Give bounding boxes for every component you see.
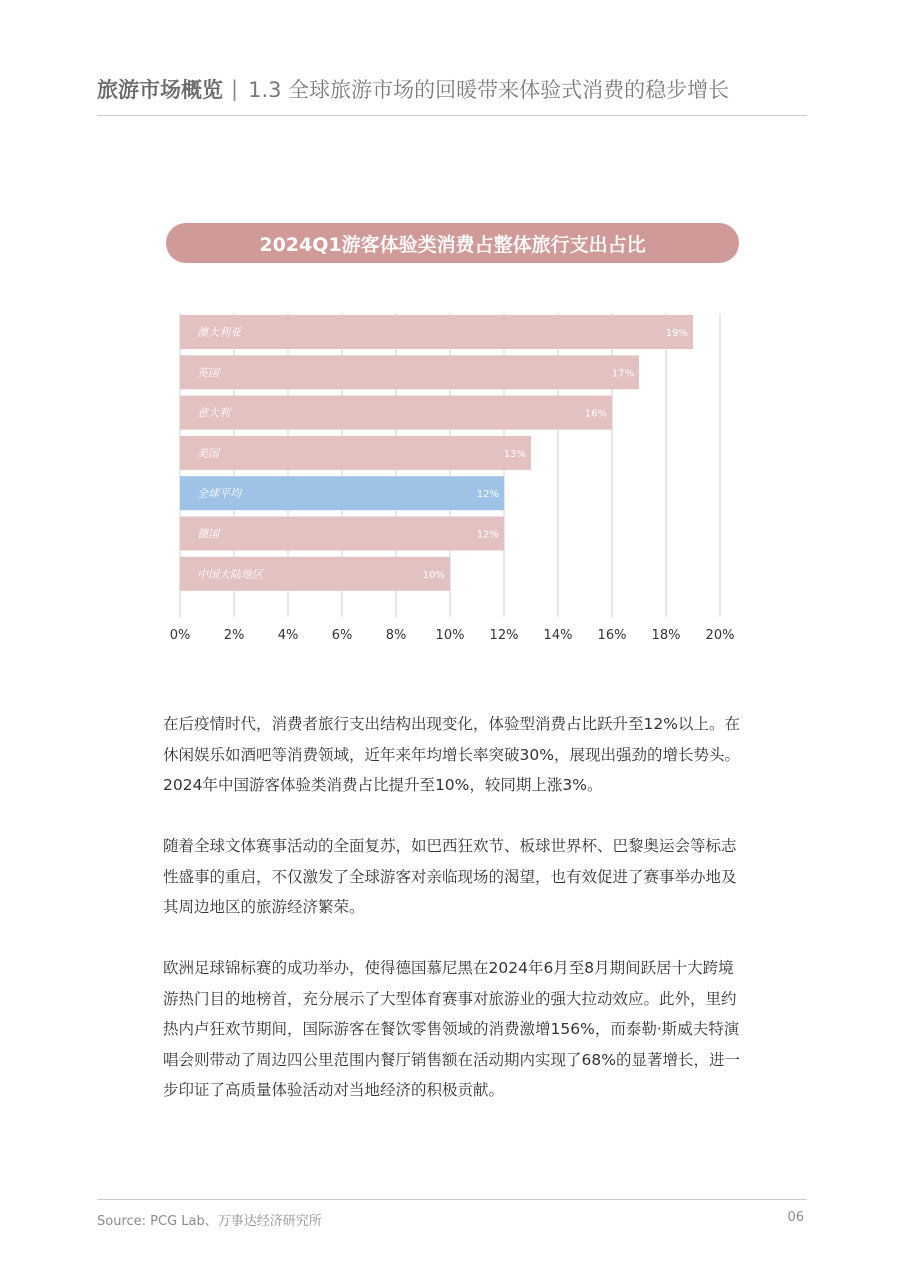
- bar-value-label: 17%: [611, 368, 634, 380]
- x-tick-label: 10%: [435, 628, 465, 643]
- chart-title: 2024Q1游客体验类消费占整体旅行支出占比: [259, 233, 646, 256]
- source-note: Source: PCG Lab、万事达经济研究所: [97, 1214, 322, 1229]
- bar-category-label: 意大利: [197, 406, 230, 420]
- bar-category-label: 美国: [197, 446, 219, 460]
- bar-category-label: 英国: [197, 366, 219, 380]
- x-tick-label: 6%: [331, 628, 353, 643]
- chart-bars: [180, 315, 693, 591]
- bar: [180, 517, 504, 551]
- bar-value-label: 10%: [422, 569, 445, 581]
- bar-value-label: 19%: [665, 328, 688, 339]
- chart-x-axis: [170, 628, 735, 643]
- bar-category-label: 德国: [197, 527, 219, 541]
- x-tick-label: 0%: [169, 628, 191, 643]
- x-tick-label: 2%: [223, 628, 245, 643]
- bar-value-label: 12%: [476, 489, 499, 501]
- footer-divider: [97, 1199, 807, 1200]
- bar: [180, 436, 531, 470]
- bar-value-label: 13%: [503, 448, 526, 460]
- header-separator: |: [231, 77, 239, 101]
- paragraph-3: 欧洲足球锦标赛的成功举办，使得德国慕尼黑在2024年6月至8月期间跃居十大跨境游热门目的地榜首，充分展示了大型体育赛事对旅游业的强大拉动效应。此外，里约热内卢狂欢节期间，国际游客在餐饮零售领域的消费激增156%，而泰勒·斯威夫特演唱会则带动了周边四公里范围内餐厅销售额在活动期内实现了68%的显著增长，进一步印证了高质量体验活动对当地经济的积极贡献。: [163, 959, 740, 1099]
- bar-value-label: 12%: [476, 529, 499, 541]
- bar: [180, 396, 612, 430]
- x-tick-label: 8%: [385, 628, 407, 643]
- x-tick-label: 4%: [277, 628, 299, 643]
- bar-category-label: 全球平均: [197, 487, 241, 501]
- x-tick-label: 18%: [651, 628, 681, 643]
- page-number: 06: [787, 1210, 804, 1225]
- bar-category-label: 澳大利亚: [197, 326, 241, 339]
- bar: [180, 315, 693, 349]
- paragraph-2: 随着全球文体赛事活动的全面复苏，如巴西狂欢节、板球世界杯、巴黎奥运会等标志性盛事的重启，不仅激发了全球游客对亲临现场的渴望，也有效促进了赛事举办地及其周边地区的旅游经济繁荣。: [163, 837, 737, 916]
- page-subtitle: 1.3 全球旅游市场的回暖带来体验式消费的稳步增长: [248, 78, 730, 102]
- paragraph-1: 在后疫情时代，消费者旅行支出结构出现变化，体验型消费占比跃升至12%以上。在休闲娱乐如酒吧等消费领域，近年来年均增长率突破30%，展现出强劲的增长势头。2024年中国游客体验类消费占比提升至10%，较同期上涨3%。: [163, 715, 740, 794]
- bar-category-label: 中国大陆地区: [197, 567, 263, 581]
- x-tick-label: 12%: [489, 628, 519, 643]
- x-tick-label: 14%: [543, 628, 573, 643]
- x-tick-label: 20%: [705, 628, 735, 643]
- section-title: 旅游市场概览: [97, 78, 223, 102]
- bar: [180, 355, 639, 389]
- x-tick-label: 16%: [597, 628, 627, 643]
- bar-value-label: 16%: [584, 408, 607, 420]
